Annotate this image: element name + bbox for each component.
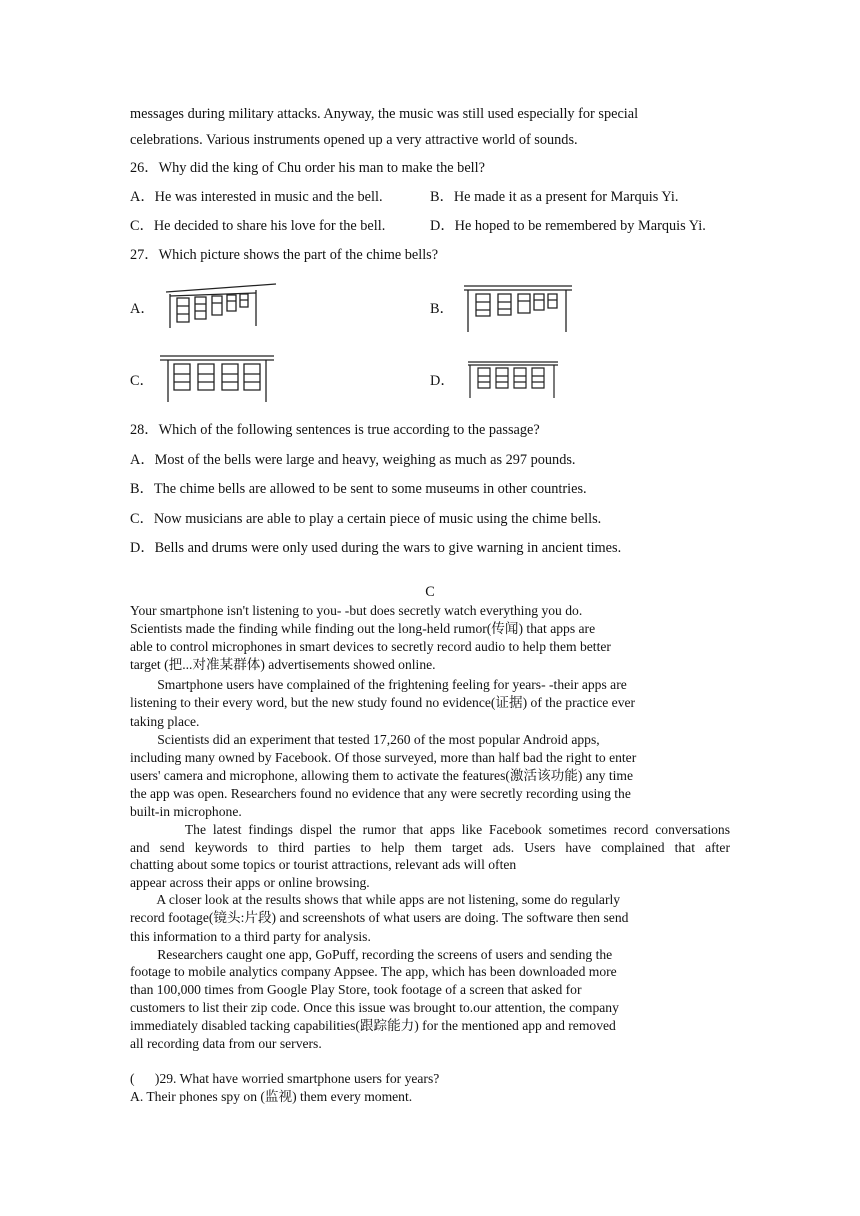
q27-label-a: A． bbox=[130, 301, 155, 317]
passage-line: listening to their every word, but the new study found no evidence(证据) of the practice ever bbox=[130, 695, 636, 710]
passage-line: including many owned by Facebook. Of those surveyed, more than half bad the right to enter bbox=[130, 750, 637, 765]
passage-line: A closer look at the results shows that while apps are not listening, some do regularly bbox=[130, 892, 621, 907]
passage-line: customers to list their zip code. Once this issue was brought to.our attention, the company bbox=[130, 1000, 619, 1015]
q27-label-b: B． bbox=[430, 301, 454, 317]
question-29-stem: ( )29. What have worried smartphone users for years? bbox=[130, 1071, 440, 1086]
passage-line: Your smartphone isn't listening to you- -but does secretly watch everything you do. bbox=[130, 603, 583, 618]
chime-bells-picture-c bbox=[158, 352, 276, 404]
q27-label-d: D． bbox=[430, 373, 455, 389]
question-28-stem: 28．Which of the following sentences is true according to the passage? bbox=[130, 422, 540, 438]
passage-line: messages during military attacks. Anyway, the music was still used especially for special bbox=[130, 106, 639, 122]
q26-option-a: A．He was interested in music and the bell. bbox=[130, 189, 383, 205]
q28-option-a: A．Most of the bells were large and heavy, weighing as much as 297 pounds. bbox=[130, 452, 576, 468]
chime-bells-picture-d bbox=[466, 358, 562, 400]
passage-line: target (把...对准某群体) advertisements showed online. bbox=[130, 657, 436, 672]
passage-line: chatting about some topics or tourist attractions, relevant ads will often bbox=[130, 857, 517, 872]
passage-line: immediately disabled tacking capabilities(跟踪能力) for the mentioned app and removed bbox=[130, 1018, 616, 1033]
q28-option-c: C．Now musicians are able to play a certain piece of music using the chime bells. bbox=[130, 511, 602, 527]
q26-option-c: C．He decided to share his love for the bell. bbox=[130, 218, 386, 234]
passage-line: celebrations. Various instruments opened up a very attractive world of sounds. bbox=[130, 132, 578, 148]
passage-line: built-in microphone. bbox=[130, 804, 242, 819]
question-26-stem: 26．Why did the king of Chu order his man to make the bell? bbox=[130, 160, 485, 176]
q28-option-d: D．Bells and drums were only used during the wars to give warning in ancient times. bbox=[130, 540, 622, 556]
passage-line-justified: and send keywords to third parties to help them target ads. Users have complained that after bbox=[130, 840, 730, 855]
chime-bells-picture-a bbox=[164, 282, 280, 330]
passage-line: record footage(镜头:片段) and screenshots of what users are doing. The software then send bbox=[130, 910, 629, 925]
passage-line: the app was open. Researchers found no evidence that any were secretly recording using the bbox=[130, 786, 631, 801]
passage-line: able to control microphones in smart devices to secretly record audio to help them better bbox=[130, 639, 611, 654]
q26-option-d: D．He hoped to be remembered by Marquis Yi. bbox=[430, 218, 706, 234]
passage-line: all recording data from our servers. bbox=[130, 1036, 322, 1051]
passage-line-justified: The latest findings dispel the rumor that apps like Facebook sometimes record conversations bbox=[130, 822, 730, 837]
q28-option-b: B．The chime bells are allowed to be sent to some museums in other countries. bbox=[130, 481, 587, 497]
chime-bells-picture-b bbox=[462, 282, 574, 334]
q27-label-c: C． bbox=[130, 373, 154, 389]
section-c-heading: C bbox=[425, 584, 435, 600]
passage-line: Researchers caught one app, GoPuff, recording the screens of users and sending the bbox=[130, 947, 613, 962]
passage-line: this information to a third party for analysis. bbox=[130, 929, 371, 944]
q26-option-b: B．He made it as a present for Marquis Yi. bbox=[430, 189, 679, 205]
passage-line: Scientists made the finding while finding out the long-held rumor(传闻) that apps are bbox=[130, 621, 596, 636]
passage-line: taking place. bbox=[130, 714, 200, 729]
passage-line: than 100,000 times from Google Play Store, took footage of a screen that asked for bbox=[130, 982, 582, 997]
question-27-stem: 27．Which picture shows the part of the chime bells? bbox=[130, 247, 439, 263]
passage-line: users' camera and microphone, allowing them to activate the features(激活该功能) any time bbox=[130, 768, 633, 783]
passage-line: Scientists did an experiment that tested 17,260 of the most popular Android apps, bbox=[130, 732, 600, 747]
passage-line: appear across their apps or online browsing. bbox=[130, 875, 370, 890]
q29-option-a: A. Their phones spy on (监视) them every moment. bbox=[130, 1089, 413, 1104]
passage-line: Smartphone users have complained of the frightening feeling for years- -their apps are bbox=[130, 677, 627, 692]
passage-line: footage to mobile analytics company Appsee. The app, which has been downloaded more bbox=[130, 964, 617, 979]
